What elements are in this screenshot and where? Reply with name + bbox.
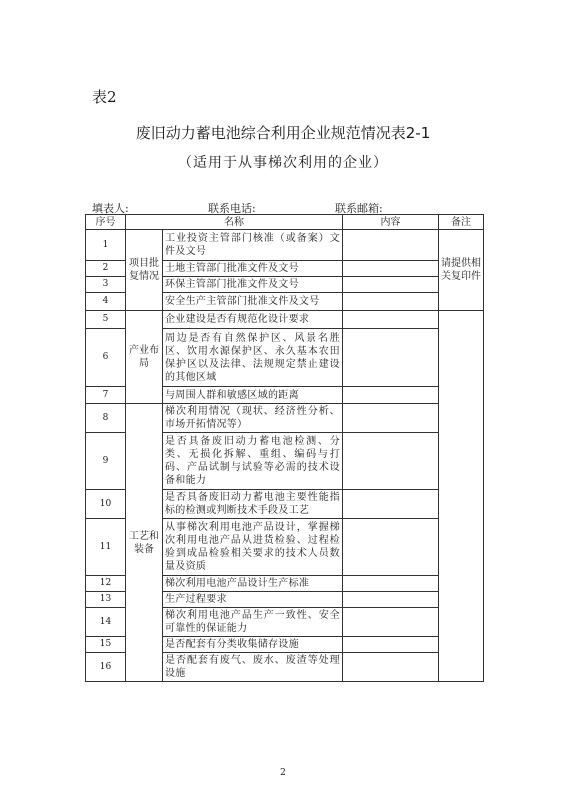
header-note: 备注 <box>439 215 484 230</box>
row-item: 与周围人群和敏感区域的距离 <box>163 387 343 404</box>
row-item: 工业投资主管部门核准（或备案）文件及文号 <box>163 230 343 261</box>
phone-label: 联系电话: <box>208 202 256 215</box>
row-number: 11 <box>86 519 126 576</box>
content-cell[interactable] <box>343 230 439 261</box>
group-industry-layout: 产业布局 <box>126 311 163 404</box>
row-number: 13 <box>86 592 126 608</box>
row-number: 6 <box>86 329 126 387</box>
row-number: 5 <box>86 311 126 329</box>
content-cell[interactable] <box>343 404 439 433</box>
content-cell[interactable] <box>343 592 439 608</box>
content-cell[interactable] <box>343 433 439 490</box>
row-item: 是否具备废旧动力蓄电池检测、分类、无损化拆解、重组、编码与打码、产品试制与试验等必需的技术设备和能力 <box>163 433 343 490</box>
content-cell[interactable] <box>343 329 439 387</box>
row-number: 3 <box>86 277 126 293</box>
note-empty-cell <box>439 311 484 682</box>
row-item: 企业建设是否有规范化设计要求 <box>163 311 343 329</box>
content-cell[interactable] <box>343 637 439 653</box>
content-cell[interactable] <box>343 387 439 404</box>
row-number: 9 <box>86 433 126 490</box>
header-no: 序号 <box>86 215 126 230</box>
header-name: 名称 <box>126 215 343 230</box>
group-process-equipment: 工艺和装备 <box>126 404 163 682</box>
content-cell[interactable] <box>343 293 439 311</box>
content-cell[interactable] <box>343 311 439 329</box>
header-content: 内容 <box>343 215 439 230</box>
content-cell[interactable] <box>343 608 439 637</box>
table-label: 表2 <box>92 88 117 106</box>
row-item: 安全生产主管部门批准文件及文号 <box>163 293 343 311</box>
row-number: 8 <box>86 404 126 433</box>
note-cell: 请提供相关复印件 <box>439 230 484 311</box>
filler-name-label: 填表人: <box>92 202 129 215</box>
content-cell[interactable] <box>343 261 439 277</box>
row-item: 生产过程要求 <box>163 592 343 608</box>
row-number: 16 <box>86 653 126 682</box>
row-item: 周边是否有自然保护区、风景名胜区、饮用水源保护区、永久基本农田保护区以及法律、法规规定禁止建设的其他区域 <box>163 329 343 387</box>
row-number: 15 <box>86 637 126 653</box>
row-number: 4 <box>86 293 126 311</box>
content-cell[interactable] <box>343 519 439 576</box>
row-item: 梯次利用电池产品生产一致性、安全可靠性的保证能力 <box>163 608 343 637</box>
content-cell[interactable] <box>343 490 439 519</box>
table-row <box>86 404 484 433</box>
row-item: 环保主管部门批准文件及文号 <box>163 277 343 293</box>
page-title: 废旧动力蓄电池综合利用企业规范情况表2-1 <box>135 124 431 142</box>
row-item: 从事梯次利用电池产品设计，掌握梯次利用电池产品从进货检验、过程检验到成品检验相关要求的技术人员数量及资质 <box>163 519 343 576</box>
content-cell[interactable] <box>343 576 439 592</box>
table-header-row <box>86 215 484 230</box>
form-table <box>85 214 484 682</box>
row-item: 梯次利用情况（现状、经济性分析、市场开拓情况等） <box>163 404 343 433</box>
content-cell[interactable] <box>343 277 439 293</box>
email-label: 联系邮箱: <box>335 202 383 215</box>
row-item: 是否具备废旧动力蓄电池主要性能指标的检测或判断技术手段及工艺 <box>163 490 343 519</box>
row-number: 14 <box>86 608 126 637</box>
row-number: 1 <box>86 230 126 261</box>
page-number: 2 <box>280 768 286 778</box>
row-item: 梯次利用电池产品设计生产标准 <box>163 576 343 592</box>
row-item: 是否配套有废气、废水、废渣等处理设施 <box>163 653 343 682</box>
group-project-approval: 项目批复情况 <box>126 230 163 311</box>
table-row <box>86 230 484 261</box>
row-number: 10 <box>86 490 126 519</box>
table-row <box>86 311 484 329</box>
row-number: 7 <box>86 387 126 404</box>
row-item: 土地主管部门批准文件及文号 <box>163 261 343 277</box>
content-cell[interactable] <box>343 653 439 682</box>
row-number: 2 <box>86 261 126 277</box>
row-item: 是否配套有分类收集储存设施 <box>163 637 343 653</box>
row-number: 12 <box>86 576 126 592</box>
page-subtitle: （适用于从事梯次利用的企业） <box>178 155 388 171</box>
